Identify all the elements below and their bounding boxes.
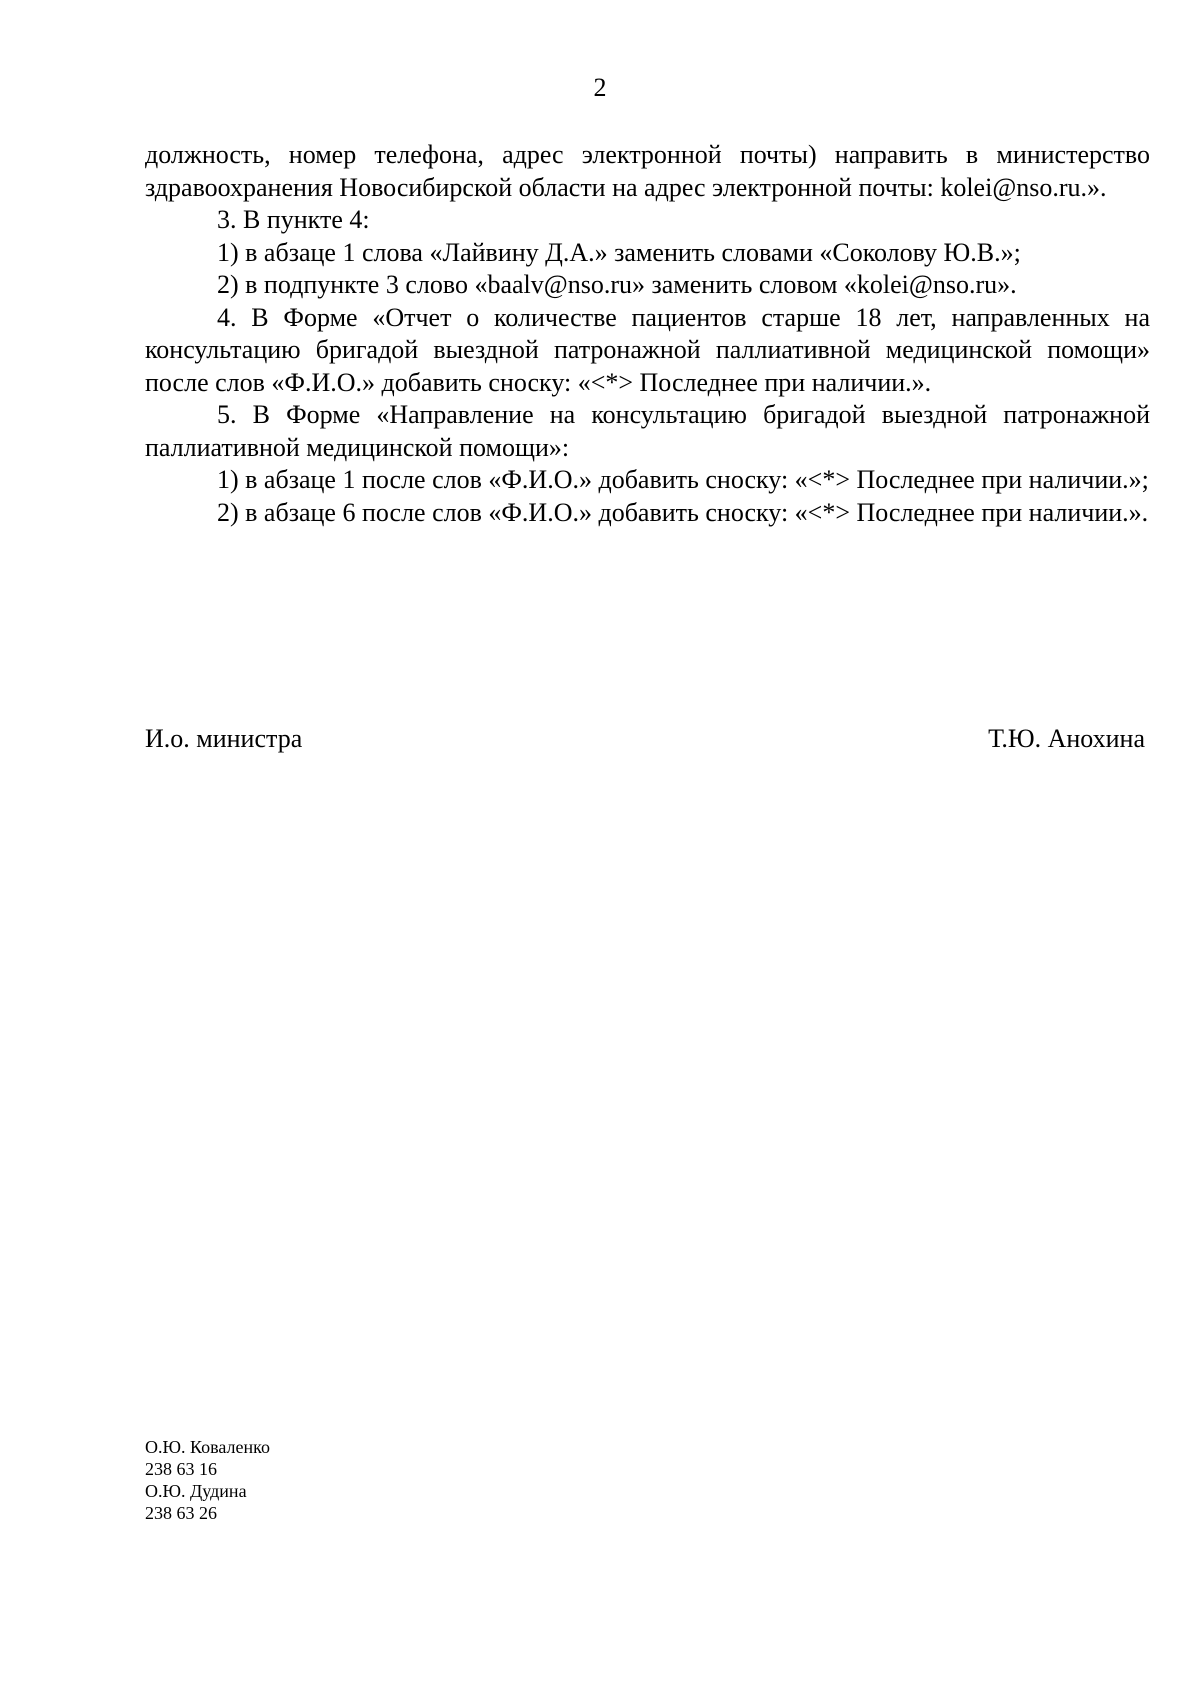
document-body (145, 139, 1150, 529)
executor-phone: 238 63 26 (145, 1503, 217, 1523)
signatory-title: И.о. министра (145, 724, 303, 753)
paragraph-item-5: 5. В Форме «Направление на консультацию бригадой выездной патронажной паллиативной медицинской помощи»: (145, 400, 1150, 462)
paragraph-item-3-2: 2) в подпункте 3 слово «baalv@nso.ru» заменить словом «kolei@nso.ru». (217, 270, 1017, 299)
paragraph-item-4: 4. В Форме «Отчет о количестве пациентов старше 18 лет, направленных на консультацию бригадой выездной патронажной паллиативной медицинской помощи» после слов «Ф.И.О.» добавить сноску: «<*> Последнее при наличии.». (145, 302, 1150, 397)
paragraph-item-5-2: 2) в абзаце 6 после слов «Ф.И.О.» добавить сноску: «<*> Последнее при наличии.». (217, 497, 1149, 527)
paragraph-item-5-1: 1) в абзаце 1 после слов «Ф.И.О.» добавить сноску: «<*> Последнее при наличии.»; (217, 465, 1149, 494)
signatory-name: Т.Ю. Анохина (988, 724, 1145, 753)
executor-phone: 238 63 16 (145, 1459, 217, 1479)
paragraph-item-3: 3. В пункте 4: (217, 205, 370, 234)
paragraph-continuation: должность, номер телефона, адрес электронной почты) направить в министерство здравоохранения Новосибирской области на адрес электронной почты: kolei@nso.ru.». (145, 140, 1150, 202)
executor-name: О.Ю. Коваленко (145, 1437, 270, 1457)
executor-name: О.Ю. Дудина (145, 1481, 247, 1501)
paragraph-item-3-1: 1) в абзаце 1 слова «Лайвину Д.А.» заменить словами «Соколову Ю.В.»; (217, 237, 1021, 267)
executor-contacts (145, 1436, 270, 1524)
page-number: 2 (593, 73, 607, 102)
